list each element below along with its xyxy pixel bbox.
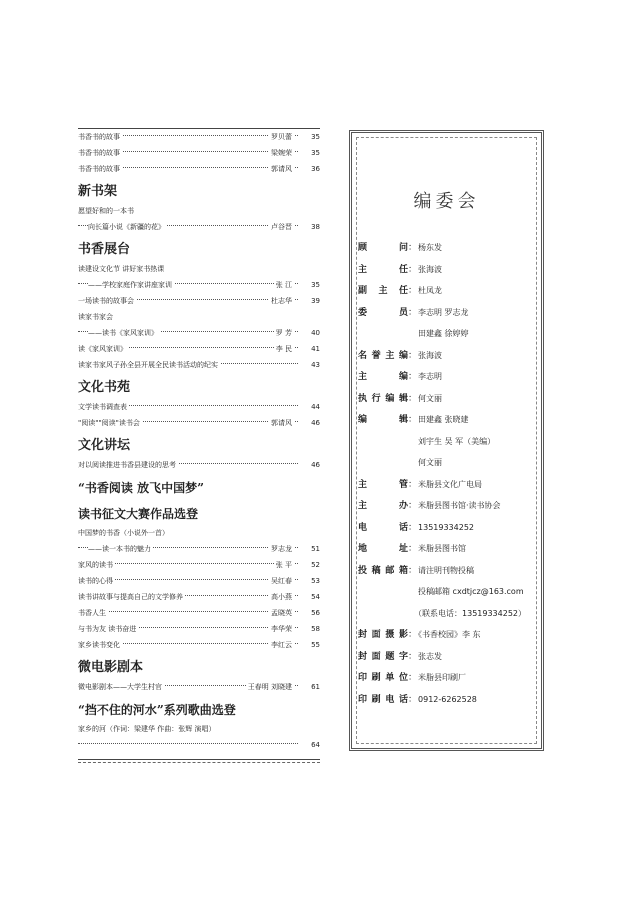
toc-section-heading: 读书征文大赛作品选登 — [78, 507, 199, 521]
board-line — [358, 388, 537, 410]
toc-entry — [78, 325, 320, 341]
toc-section-heading: “挡不住的河水”系列歌曲选登 — [78, 703, 236, 717]
board-line-colon: ： — [408, 307, 418, 318]
toc-entry-author: 李华荣 — [269, 621, 294, 637]
toc-entry-page: 51 — [302, 541, 320, 557]
board-line-label: 名誉主编 — [358, 350, 408, 361]
board-line-value: 13519334252 — [418, 522, 475, 532]
toc-entry-page: 64 — [302, 737, 320, 753]
toc-entry-page: 35 — [302, 129, 320, 145]
board-line-colon: ： — [408, 393, 418, 404]
board-line — [358, 474, 537, 496]
toc-entry-title: 家乡的河（作词：梁建华 作曲：张辉 演唱） — [78, 721, 217, 737]
board-line — [358, 689, 537, 711]
board-line — [358, 538, 537, 560]
toc-entry-title: ——学校家庭作家讲座家训 — [88, 277, 174, 293]
board-line-value: 投稿邮箱 cxdtjcz@163.com — [418, 587, 524, 596]
board-line-value: 张海波 — [418, 264, 443, 274]
board-line — [358, 560, 537, 582]
toc-section-heading: 文化书苑 — [78, 380, 131, 395]
toc-entry — [78, 557, 320, 573]
board-line-value: 杨东发 — [418, 243, 443, 252]
toc-section-heading: 新书架 — [78, 184, 118, 199]
board-line-value: 李志明 — [418, 372, 443, 381]
toc-entry-title: ——读书《家风家训》 — [88, 325, 160, 341]
board-line-label: 电话 — [358, 522, 408, 533]
toc-entry-title: 家乡读书变化 — [78, 637, 122, 653]
board-line-label: 副主任 — [358, 286, 408, 296]
toc-entry-author: 高小燕 — [269, 589, 294, 605]
board-line-value: 米脂县印刷厂 — [418, 673, 467, 682]
toc-entry-author: 吴红春 — [269, 573, 294, 589]
toc-entry-title: 读《家风家训》 — [78, 341, 129, 357]
toc-entry-title: 读书讲故事与提高自己的文学修养 — [78, 589, 185, 605]
board-line — [358, 624, 537, 646]
board-line-colon: ： — [408, 372, 418, 382]
toc-entry-title: 中国梦的书香（小说外一首） — [78, 525, 171, 541]
board-line-label: 主管 — [358, 479, 408, 490]
board-line-indent-space — [408, 609, 417, 619]
board-line-value: 何文丽 — [418, 393, 443, 403]
toc-entry — [78, 161, 320, 177]
board-line-colon: ： — [408, 264, 418, 275]
toc-bottom-rule — [78, 759, 320, 760]
board-lines — [358, 237, 537, 710]
board-line-label: 印刷电话 — [358, 694, 408, 705]
toc-entry — [78, 145, 320, 161]
toc-entry-author: 李红云 — [269, 637, 294, 653]
toc-section-heading: “书香阅读 放飞中国梦” — [78, 481, 204, 495]
board-line — [358, 452, 537, 474]
toc-entry — [78, 399, 320, 415]
toc-entry-title: 书香书的故事 — [78, 161, 122, 177]
board-line-value: 田建鑫 张晓建 — [418, 415, 469, 424]
toc-entry-page: 58 — [302, 621, 320, 637]
board-line — [358, 495, 537, 517]
board-line-colon: ： — [408, 286, 418, 296]
board-line-label: 主编 — [358, 372, 408, 382]
toc-entry-page: 40 — [302, 325, 320, 341]
board-line-label: 封面摄影 — [358, 630, 408, 640]
toc-entry — [78, 589, 320, 605]
board-line — [358, 259, 537, 281]
board-line-label: 印刷单位 — [358, 673, 408, 683]
toc-entry-title: 读书的心得 — [78, 573, 115, 589]
board-line-value: 杜凤龙 — [418, 286, 443, 295]
toc-entry-author: 梁婉荣 — [269, 145, 294, 161]
board-line-value: 刘宇生 吴 军（美编） — [418, 436, 496, 446]
board-line — [358, 646, 537, 668]
toc-entry-author: 张 平 — [274, 557, 294, 573]
toc-entry-title: 对以阅读推进书香县建设的思考 — [78, 457, 178, 473]
toc-entry — [78, 721, 320, 737]
board-line-label: 地址 — [358, 544, 408, 554]
toc-section-heading: 书香展台 — [78, 242, 131, 257]
toc-entry-title: 与书为友 读书奋进 — [78, 621, 138, 637]
board-line-colon: ： — [408, 501, 418, 511]
board-line-value: 0912-6262528 — [418, 694, 477, 704]
toc-leader-dots — [78, 743, 298, 744]
board-line — [358, 667, 537, 689]
toc-entry-author: 郭请风 — [269, 415, 294, 431]
toc-entry-page: 46 — [302, 457, 320, 473]
board-line-indent-space — [408, 587, 417, 597]
toc-entry-author: 罗贝蕾 — [269, 129, 294, 145]
toc-entry-page: 39 — [302, 293, 320, 309]
board-line-value: 《书香校园》李 东 — [418, 630, 481, 639]
toc-entry-title: ——读一本书的魅力 — [88, 541, 153, 557]
board-line — [358, 366, 537, 388]
board-line-colon: ： — [408, 544, 418, 554]
toc-entry-title: 读家书家风子孙全县开展全民读书活动的纪实 — [78, 357, 220, 373]
toc-entry-page: 46 — [302, 415, 320, 431]
toc-entry-author: 李 民 — [274, 341, 294, 357]
board-line-colon: ： — [408, 350, 418, 361]
toc-entry-author: 杜志华 — [269, 293, 294, 309]
toc-entry — [78, 261, 320, 277]
toc-entry-page: 35 — [302, 277, 320, 293]
toc-entry — [78, 541, 320, 557]
toc-entry-page: 43 — [302, 357, 320, 373]
board-line-label: 顾问 — [358, 243, 408, 253]
toc-entry — [78, 277, 320, 293]
board-line-colon: ： — [408, 651, 418, 662]
toc-entry — [78, 129, 320, 145]
board-line-label: 委员 — [358, 307, 408, 318]
toc-entry — [78, 679, 320, 695]
board-line — [358, 581, 537, 603]
toc-entry-page: 36 — [302, 161, 320, 177]
toc-bottom-rule-dashed — [78, 762, 320, 763]
toc-section-heading: 微电影剧本 — [78, 660, 144, 675]
board-line-colon: ： — [408, 673, 418, 683]
board-line-value: （联系电话：13519334252） — [418, 608, 527, 618]
editorial-board-box — [349, 130, 544, 751]
board-line-value: 李志明 罗志龙 — [418, 307, 469, 317]
toc-entry-page: 61 — [302, 679, 320, 695]
board-line-value: 何文丽 — [418, 458, 443, 467]
toc-entry-page: 52 — [302, 557, 320, 573]
toc-entry-page: 54 — [302, 589, 320, 605]
board-line — [358, 431, 537, 453]
toc-entry-title: 向长篇小说《新疆的花》 — [88, 219, 167, 235]
board-line-indent-space — [408, 329, 417, 339]
board-line — [358, 323, 537, 345]
toc-leader-dots — [78, 611, 298, 612]
toc-entry-title: 读建设文化节 讲好家书热课 — [78, 261, 166, 277]
toc-entry-author: 罗 芳 — [274, 325, 294, 341]
table-of-contents — [78, 122, 320, 763]
board-line-value: 田建鑫 徐婷婷 — [418, 329, 469, 338]
board-line-value: 米脂县图书馆 — [418, 544, 467, 553]
toc-entry — [78, 309, 320, 325]
toc-entry-title: 书香书的故事 — [78, 129, 122, 145]
board-line-label: 封面题字 — [358, 651, 408, 662]
board-line-value: 张志发 — [418, 651, 443, 661]
toc-entry-page: 53 — [302, 573, 320, 589]
toc-entry-page: 55 — [302, 637, 320, 653]
board-title: 编委会 — [413, 191, 480, 212]
toc-entry-page: 44 — [302, 399, 320, 415]
toc-entry — [78, 341, 320, 357]
board-line-label: 编辑 — [358, 415, 408, 425]
toc-entry-page: 41 — [302, 341, 320, 357]
toc-section-heading: 文化讲坛 — [78, 438, 131, 453]
board-line — [358, 237, 537, 259]
board-line-value: 米脂县文化广电局 — [418, 479, 483, 489]
toc-entry — [78, 637, 320, 653]
toc-entry-author: 孟晓英 — [269, 605, 294, 621]
board-line-label: 投稿邮箱 — [358, 565, 408, 576]
toc-entry — [78, 415, 320, 431]
board-line-colon: ： — [408, 630, 418, 640]
toc-entry-title: 书香书的故事 — [78, 145, 122, 161]
toc-entry — [78, 573, 320, 589]
board-line — [358, 603, 537, 625]
toc-entry-author: 卢谷晋 — [269, 219, 294, 235]
toc-entry-title: 文学读书调查表 — [78, 399, 129, 415]
board-line-colon: ： — [408, 243, 418, 253]
toc-entry-page: 56 — [302, 605, 320, 621]
board-line-indent-space — [408, 458, 417, 468]
toc-entry-title: 家风的读书 — [78, 557, 115, 573]
toc-entry-page: 38 — [302, 219, 320, 235]
board-line-colon: ： — [408, 565, 418, 576]
toc-entry-author: 郭请风 — [269, 161, 294, 177]
toc-entry — [78, 457, 320, 473]
toc-entry-title: 一场读书的故事会 — [78, 293, 136, 309]
toc-entry — [78, 357, 320, 373]
toc-entry-title: 读家书家会 — [78, 309, 115, 325]
board-line — [358, 517, 537, 539]
board-line-value: 米脂县图书馆·读书协会 — [418, 501, 501, 510]
board-line — [358, 280, 537, 302]
board-line-colon: ： — [408, 479, 418, 490]
toc-entry — [78, 525, 320, 541]
board-line-label: 主办 — [358, 501, 408, 511]
board-line-colon: ： — [408, 694, 418, 705]
board-line — [358, 409, 537, 431]
toc-entry — [78, 621, 320, 637]
board-line-value: 请注明刊物投稿 — [418, 565, 475, 575]
board-line-value: 张海波 — [418, 350, 443, 360]
toc-entry-author: 张 江 — [274, 277, 294, 293]
toc-entry-title: 愿望好和的一本书 — [78, 203, 136, 219]
toc-entry-title: 微电影剧本——大学生村官 — [78, 679, 164, 695]
toc-entry — [78, 203, 320, 219]
board-line-colon: ： — [408, 522, 418, 533]
board-line-colon: ： — [408, 415, 418, 425]
toc-entry-title: "阅读""阅读"读书会 — [78, 415, 142, 431]
board-line-label: 主任 — [358, 264, 408, 275]
toc-entry-author: 罗志龙 — [269, 541, 294, 557]
board-line — [358, 345, 537, 367]
toc-entry-page: 35 — [302, 145, 320, 161]
toc-entry — [78, 219, 320, 235]
toc-entry — [78, 293, 320, 309]
board-line-label: 执行编辑 — [358, 393, 408, 404]
toc-entry-author: 王春明 刘晓建 — [246, 679, 294, 695]
board-line — [358, 302, 537, 324]
toc-entry-title: 书香人生 — [78, 605, 108, 621]
toc-entry — [78, 605, 320, 621]
toc-entry — [78, 737, 320, 753]
board-line-indent-space — [408, 437, 417, 447]
